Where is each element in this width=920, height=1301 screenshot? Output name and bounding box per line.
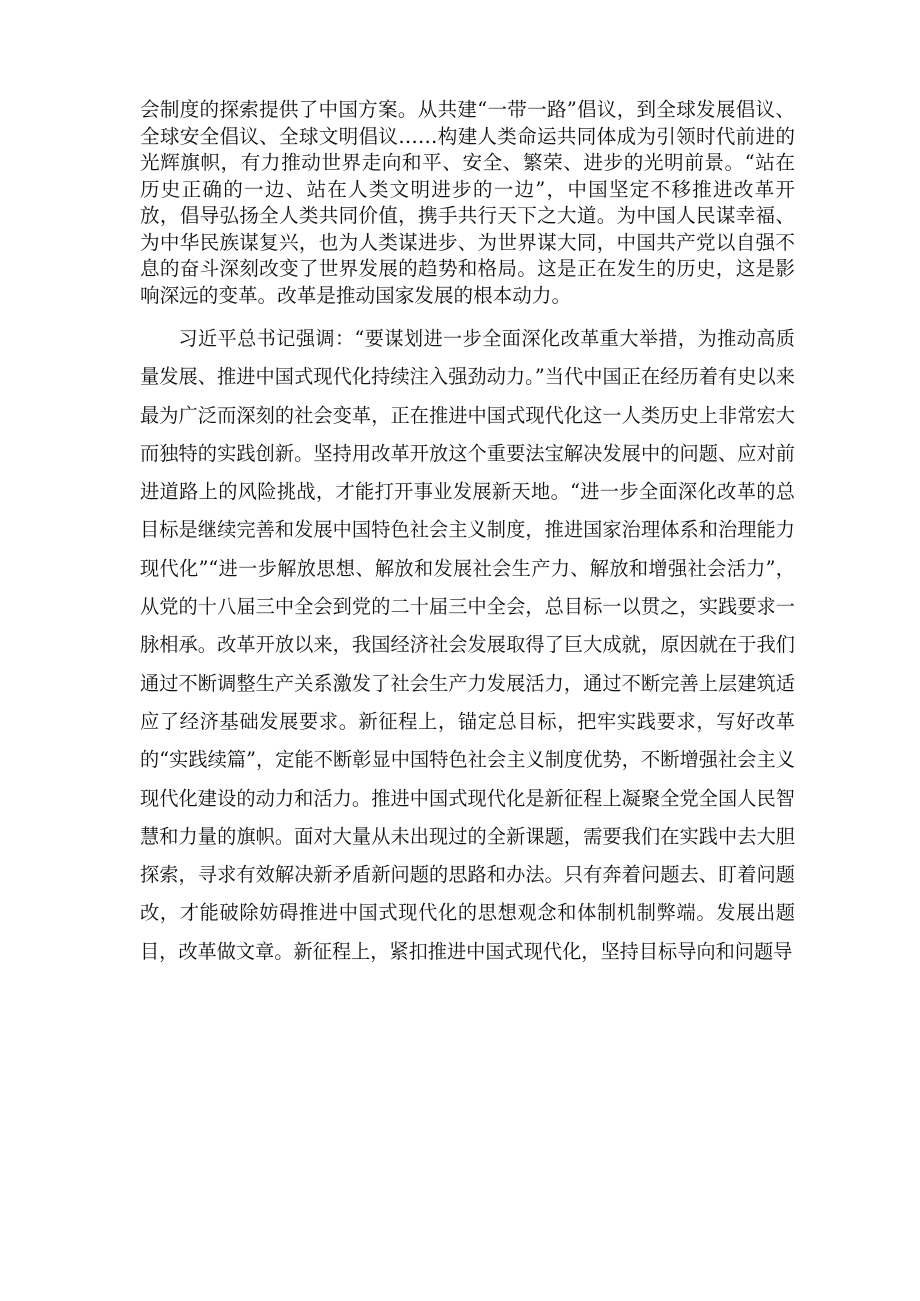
paragraph-main: 习近平总书记强调：“要谋划进一步全面深化改革重大举措，为推动高质量发展、推进中国式现代化持续注入强劲动力。”当代中国正在经历着有史以来最为广泛而深刻的社会变革，正在推进中国式现代化这一人类历史上非常宏大而独特的实践创新。坚持用改革开放这个重要法宝解决发展中的问题、应对前进道路上的风险挑战，才能打开事业发展新天地。“进一步全面深化改革的总目标是继续完善和发展中国特色社会主义制度，推进国家治理体系和治理能力现代化”“进一步解放思想、解放和发展社会生产力、解放和增强社会活力”，从党的十八届三中全会到党的二十届三中全会，总目标一以贯之，实践要求一脉相承。改革开放以来，我国经济社会发展取得了巨大成就，原因就在于我们通过不断调整生产关系激发了社会生产力发展活力，通过不断完善上层建筑适应了经济基础发展要求。新征程上，锚定总目标，把牢实践要求，写好改革的“实践续篇”，定能不断彰显中国特色社会主义制度优势，不断增强社会主义现代化建设的动力和活力。推进中国式现代化是新征程上凝聚全党全国人民智慧和力量的旗帜。面对大量从未出现过的全新课题，需要我们在实践中去大胆探索，寻求有效解决新矛盾新问题的思路和办法。只有奔着问题去、盯着问题改，才能破除妨碍推进中国式现代化的思想观念和体制机制弊端。发展出题目，改革做文章。新征程上，紧扣推进中国式现代化，坚持目标导向和问题导	[140, 327, 795, 963]
paragraph-continued: 会制度的探索提供了中国方案。从共建“一带一路”倡议，到全球发展倡议、全球安全倡议、全球文明倡议……构建人类命运共同体成为引领时代前进的光辉旗帜，有力推动世界走向和平、安全、繁荣、进步的光明前景。“站在历史正确的一边、站在人类文明进步的一边”，中国坚定不移推进改革开放，倡导弘扬全人类共同价值，携手共行天下之大道。为中国人民谋幸福、为中华民族谋复兴，也为人类谋进步、为世界谋大同，中国共产党以自强不息的奋斗深刻改变了世界发展的趋势和格局。这是正在发生的历史，这是影响深远的变革。改革是推动国家发展的根本动力。	[140, 98, 795, 307]
